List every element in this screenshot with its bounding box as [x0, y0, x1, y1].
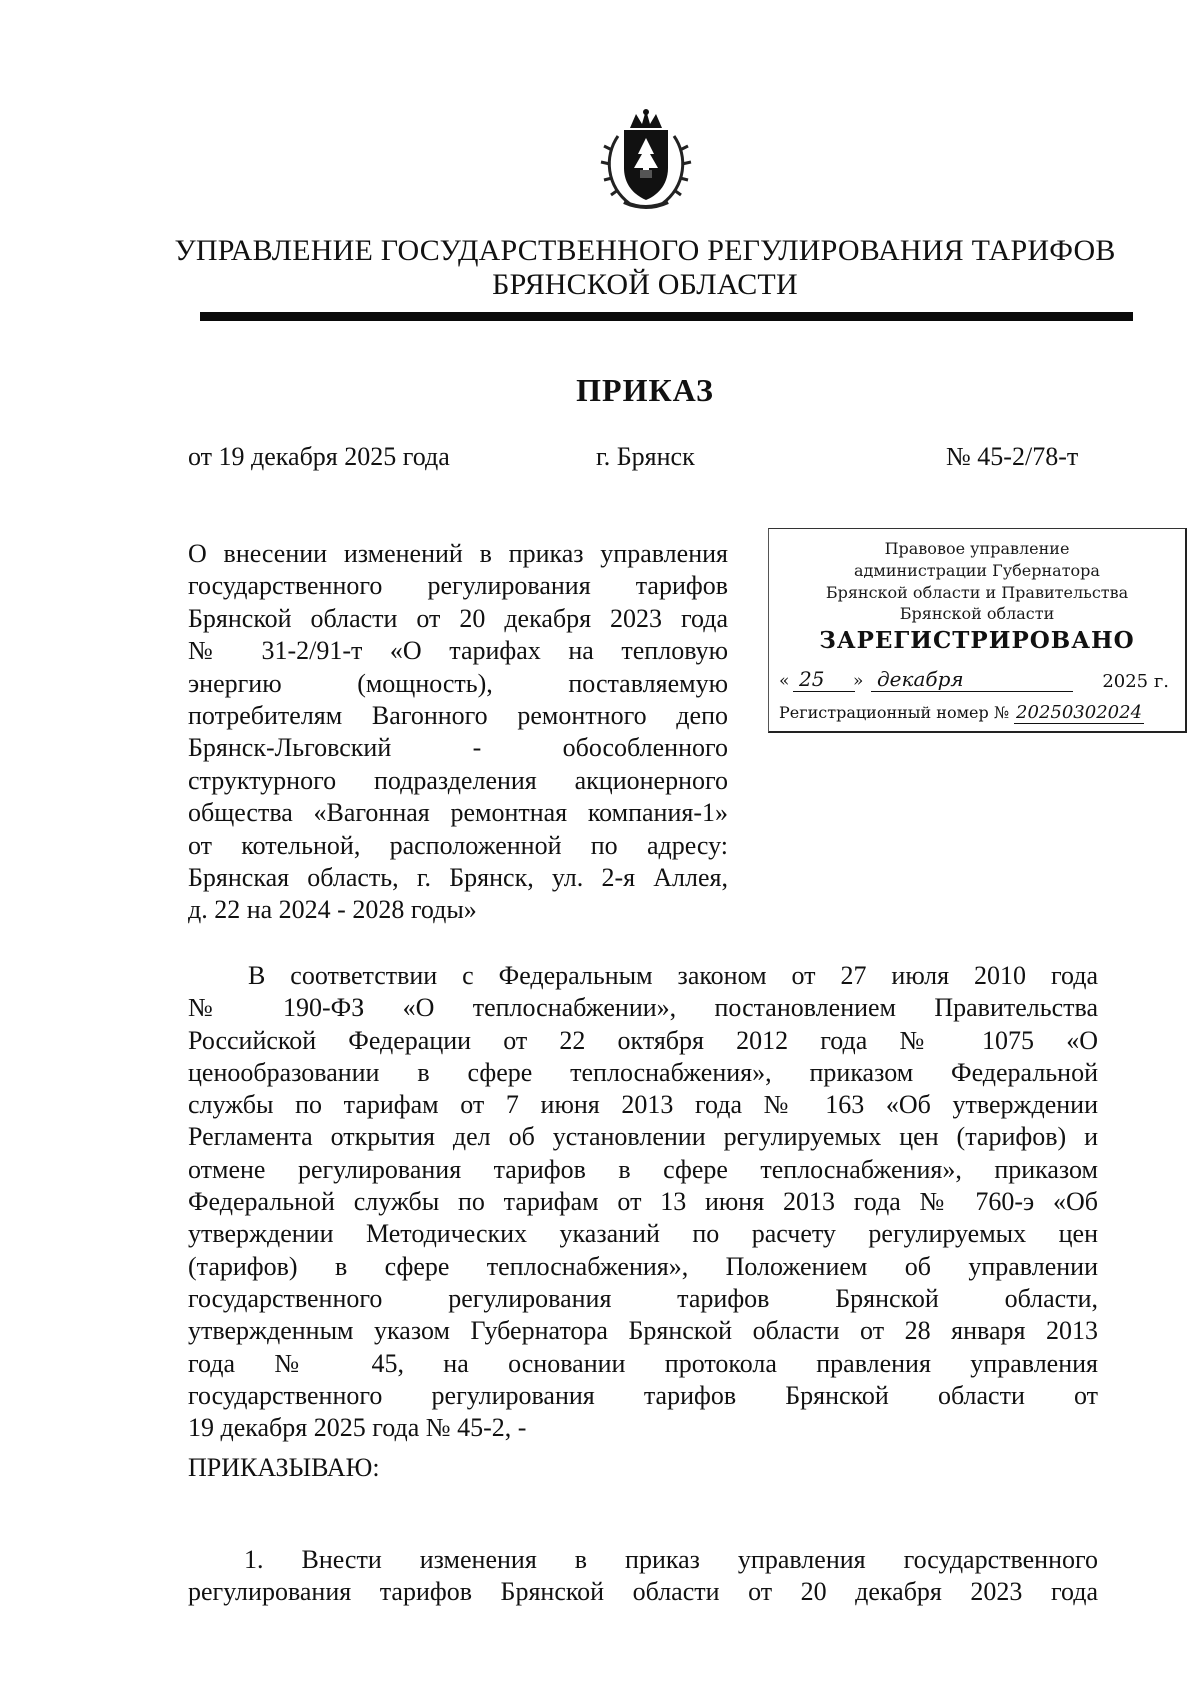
stamp-line: Правовое управление — [884, 539, 1070, 558]
stamp-registration-number-handwritten: 20250302024 — [1016, 702, 1143, 723]
subject-line: д. 22 на 2024 - 2028 годы» — [188, 895, 477, 925]
coat-of-arms-emblem — [590, 106, 702, 214]
paragraph-line: года № 45, на основании протокола правления управления — [188, 1348, 1098, 1378]
document-subject — [188, 538, 728, 927]
paragraph-line: ценообразовании в сфере теплоснабжения», приказом Федеральной — [188, 1057, 1098, 1087]
paragraph-line: службы по тарифам от 7 июня 2013 года № 163 «Об утверждении — [188, 1090, 1098, 1120]
stamp-date — [779, 667, 1175, 695]
paragraph-line: регулирования тарифов Брянской области от 20 декабря 2023 года — [188, 1577, 1098, 1607]
stamp-registration-number-row — [779, 703, 1144, 724]
subject-line: структурного подразделения акционерного — [188, 765, 728, 795]
paragraph-line: государственного регулирования тарифов Брянской области от — [188, 1380, 1098, 1410]
paragraph-line: государственного регулирования тарифов Брянской области, — [188, 1283, 1098, 1313]
preamble-paragraph — [188, 960, 1098, 1444]
stamp-line: администрации Губернатора — [854, 561, 1100, 580]
paragraph-line: (тарифов) в сфере теплоснабжения», Положением об управлении — [188, 1251, 1098, 1281]
stamp-line: Брянской области — [899, 604, 1055, 623]
open-quote-glyph: « — [779, 671, 790, 691]
paragraph-line: В соответствии с Федеральным законом от 27 июля 2010 года — [248, 961, 1098, 990]
subject-line: Брянская область, г. Брянск, ул. 2-я Аллея, — [188, 863, 728, 893]
document-date: от 19 декабря 2025 года — [188, 442, 450, 471]
stamp-registration-label: Регистрационный номер № — [779, 703, 1009, 722]
paragraph-line: 19 декабря 2025 года № 45-2, - — [188, 1413, 527, 1443]
subject-line: Брянской области от 20 декабря 2023 года — [188, 603, 728, 633]
stamp-day-handwritten: 25 — [793, 667, 855, 692]
subject-line: энергию (мощность), поставляемую — [188, 668, 728, 698]
paragraph-line: отмене регулирования тарифов в сфере теплоснабжения», приказом — [188, 1154, 1098, 1184]
subject-line: О внесении изменений в приказ управления — [188, 539, 728, 568]
stamp-line: Брянской области и Правительства — [825, 583, 1129, 602]
organization-name-line2: БРЯНСКОЙ ОБЛАСТИ — [492, 268, 798, 301]
order-word: ПРИКАЗЫВАЮ: — [188, 1453, 380, 1482]
subject-line: Брянск-Льговский - обособленного — [188, 733, 728, 763]
paragraph-line: 1. Внести изменения в приказ управления государственного — [244, 1545, 1098, 1574]
document-number: № 45-2/78-т — [946, 442, 1079, 471]
order-item-1 — [188, 1544, 1098, 1609]
paragraph-line: утвержденным указом Губернатора Брянской области от 28 января 2013 — [188, 1316, 1098, 1346]
stamp-month-handwritten: декабря — [871, 667, 1073, 692]
close-quote-glyph: » — [853, 671, 864, 691]
subject-line: потребителям Вагонного ремонтного депо — [188, 701, 728, 731]
subject-line: государственного регулирования тарифов — [188, 571, 728, 601]
header-divider — [200, 312, 1133, 321]
subject-line: от котельной, расположенной по адресу: — [188, 830, 728, 860]
document-city: г. Брянск — [596, 442, 695, 471]
paragraph-line: утверждении Методических указаний по расчету регулируемых цен — [188, 1219, 1098, 1249]
document-title: ПРИКАЗ — [576, 372, 714, 408]
subject-line: № 31-2/91-т «О тарифах на тепловую — [188, 636, 728, 666]
paragraph-line: Регламента открытия дел об установлении регулируемых цен (тарифов) и — [188, 1122, 1098, 1152]
stamp-registered-label: ЗАРЕГИСТРИРОВАНО — [819, 627, 1135, 654]
paragraph-line: № 190-ФЗ «О теплоснабжении», постановлением Правительства — [188, 993, 1098, 1023]
organization-name-line1: УПРАВЛЕНИЕ ГОСУДАРСТВЕННОГО РЕГУЛИРОВАНИЯ ТАРИФОВ — [174, 234, 1116, 267]
registration-stamp — [768, 528, 1187, 733]
paragraph-line: Федеральной службы по тарифам от 13 июня 2013 года № 760-э «Об — [188, 1187, 1098, 1217]
paragraph-line: Российской Федерации от 22 октября 2012 года № 1075 «О — [188, 1025, 1098, 1055]
organization-name — [160, 234, 1130, 302]
stamp-year: 2025 г. — [1102, 671, 1169, 692]
subject-line: общества «Вагонная ремонтная компания-1» — [188, 798, 728, 828]
